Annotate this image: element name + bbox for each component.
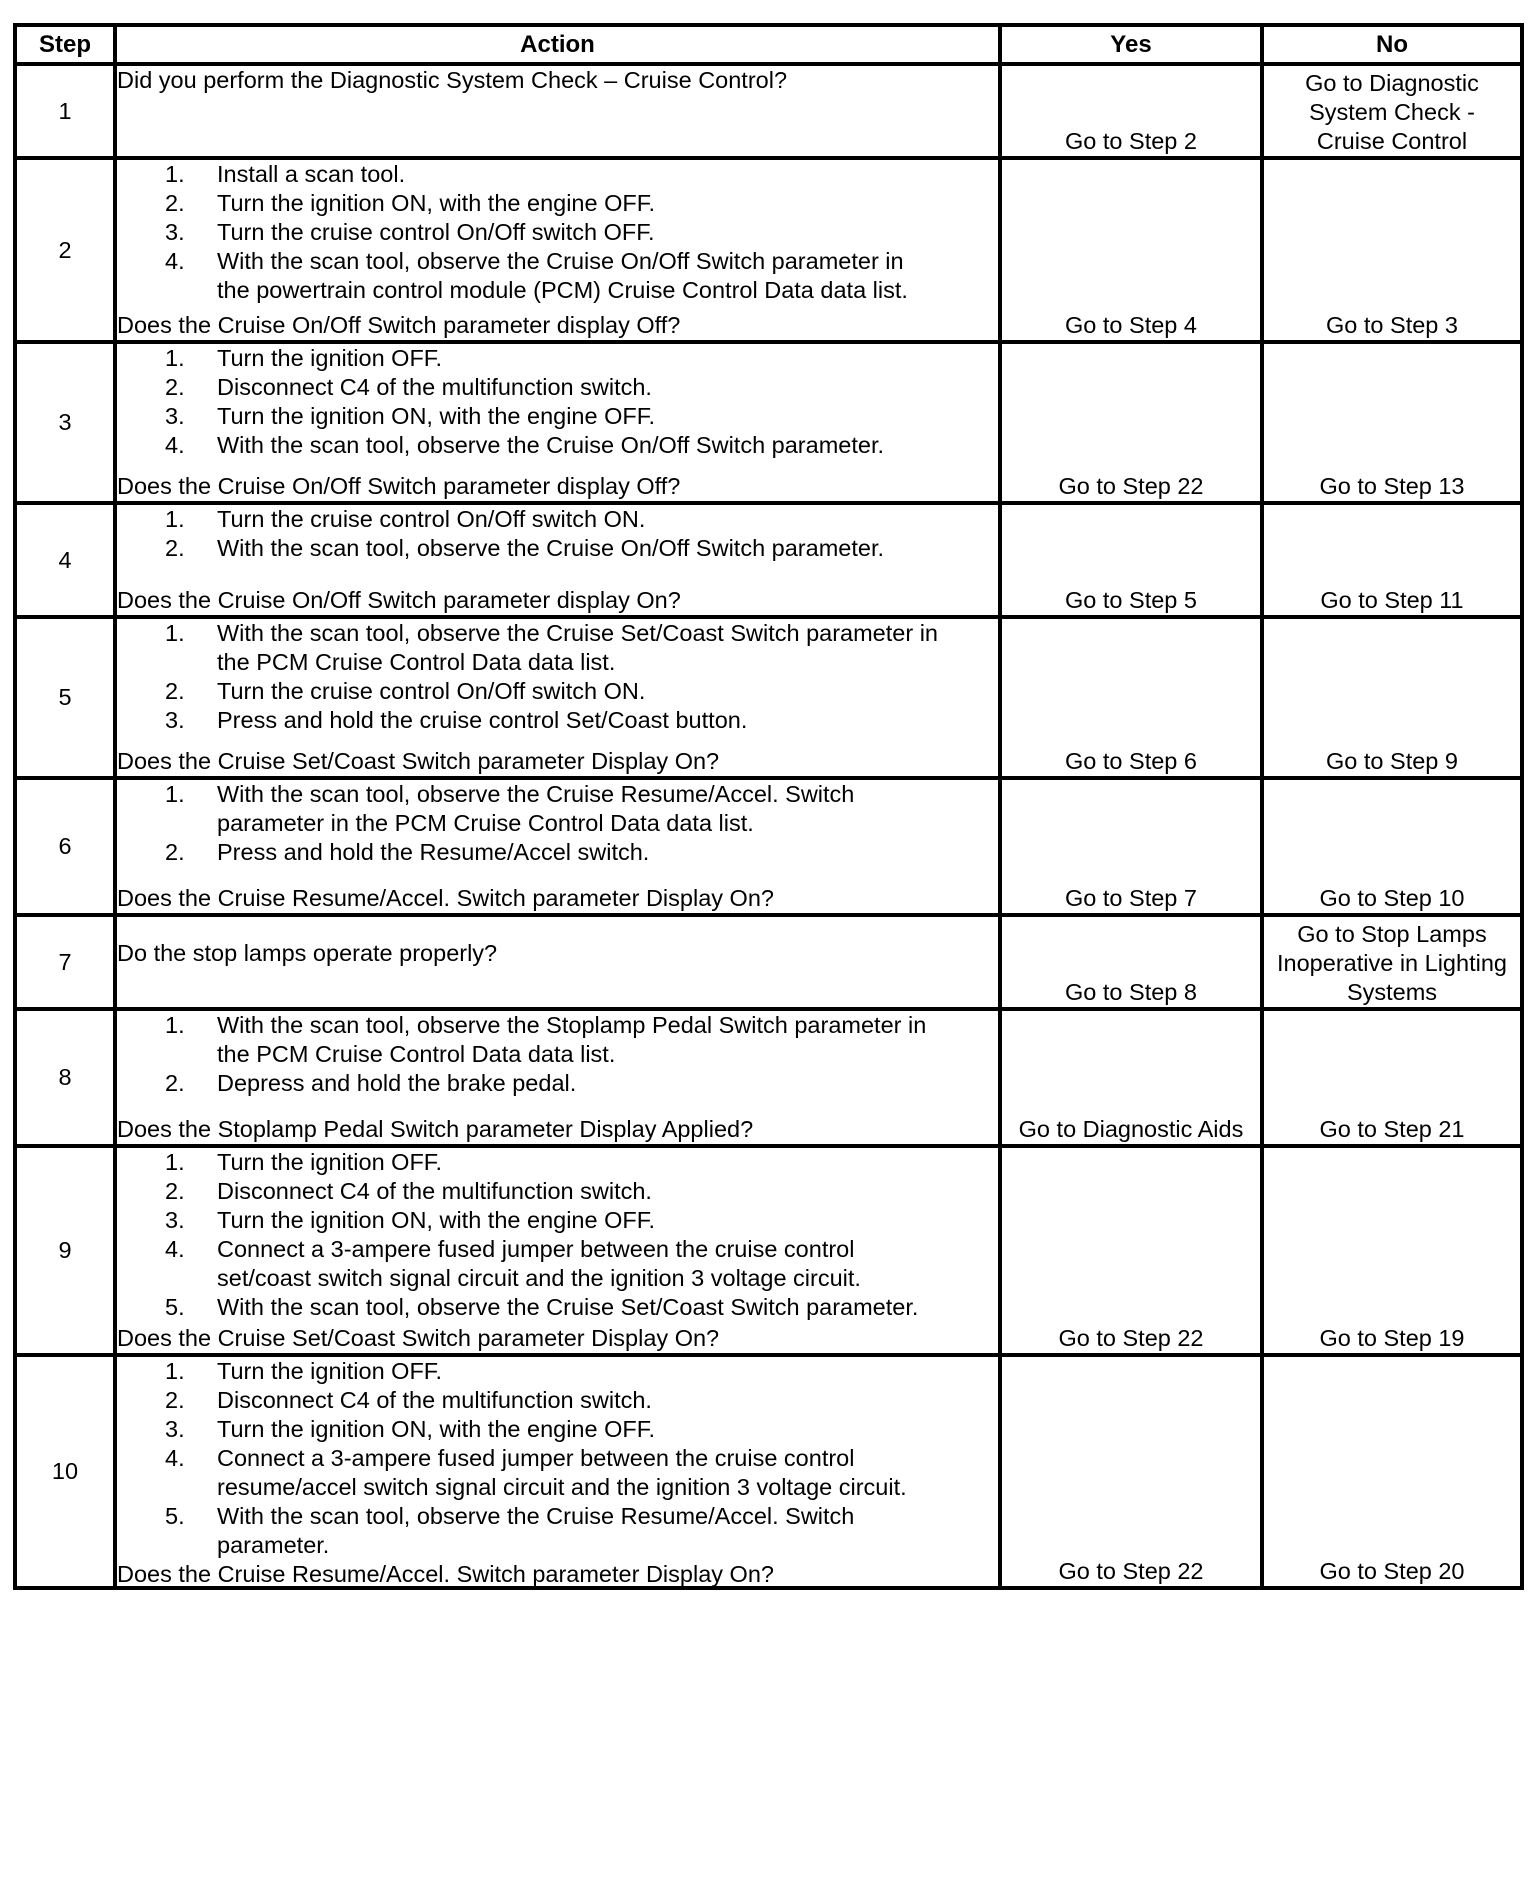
- instruction-item: [117, 1177, 998, 1206]
- no-result-line: Go to Step 21: [1319, 1116, 1465, 1142]
- instruction-text: Turn the ignition OFF.: [217, 1358, 443, 1384]
- action-question: Does the Cruise On/Off Switch parameter display On?: [117, 587, 681, 613]
- table-body: [15, 64, 1522, 1588]
- step-number: 8: [15, 1009, 115, 1146]
- no-result-line: Go to Step 11: [1320, 587, 1464, 613]
- instruction-text: With the scan tool, observe the Cruise On/Off Switch parameter.: [217, 535, 885, 561]
- instruction-text: With the scan tool, observe the Cruise On/Off Switch parameter in: [217, 248, 904, 274]
- no-result-line: System Check -: [1309, 99, 1475, 125]
- instruction-item: [117, 402, 998, 431]
- step-number: 10: [15, 1355, 115, 1588]
- instruction-number: 2.: [165, 1178, 185, 1204]
- instruction-text: Disconnect C4 of the multifunction switch.: [217, 374, 652, 400]
- instruction-text: With the scan tool, observe the Cruise Set/Coast Switch parameter in: [217, 620, 938, 646]
- table-row: [15, 64, 1522, 158]
- instruction-number: 1.: [165, 161, 185, 187]
- no-result: [1262, 342, 1522, 503]
- action-cell: [115, 503, 1000, 617]
- no-result: [1262, 1009, 1522, 1146]
- yes-result: Go to Step 7: [1000, 778, 1262, 915]
- instruction-item: [117, 1148, 998, 1177]
- no-result-line: Go to Diagnostic: [1305, 70, 1479, 96]
- no-result-line: Go to Step 10: [1319, 885, 1465, 911]
- instruction-item: [117, 677, 998, 706]
- no-result: [1262, 915, 1522, 1009]
- no-result-line: Go to Step 20: [1319, 1558, 1465, 1584]
- instruction-number: 2.: [165, 190, 185, 216]
- instruction-list: [117, 619, 998, 735]
- action-question: Does the Cruise Set/Coast Switch parameter Display On?: [117, 1325, 720, 1351]
- table-row: [15, 1009, 1522, 1146]
- instruction-item: [117, 619, 998, 677]
- header-yes: Yes: [1000, 25, 1262, 64]
- instruction-number: 4.: [165, 248, 185, 274]
- instruction-number: 5.: [165, 1503, 185, 1529]
- no-result-line: Go to Stop Lamps: [1297, 921, 1487, 947]
- instruction-item: [117, 505, 998, 534]
- header-action: Action: [115, 25, 1000, 64]
- header-step: Step: [15, 25, 115, 64]
- action-question: Does the Stoplamp Pedal Switch parameter Display Applied?: [117, 1116, 754, 1142]
- instruction-text: Depress and hold the brake pedal.: [217, 1070, 577, 1096]
- no-result: [1262, 617, 1522, 778]
- step-number: 5: [15, 617, 115, 778]
- table-row: [15, 1146, 1522, 1355]
- no-result-line: Cruise Control: [1316, 128, 1468, 154]
- step-number: 2: [15, 158, 115, 342]
- instruction-number: 1.: [165, 1358, 185, 1384]
- instruction-text: Disconnect C4 of the multifunction switch.: [217, 1178, 652, 1204]
- action-question: Does the Cruise Set/Coast Switch parameter Display On?: [117, 748, 720, 774]
- instruction-text: Turn the ignition ON, with the engine OFF.: [217, 190, 656, 216]
- instruction-item: [117, 189, 998, 218]
- yes-result: Go to Diagnostic Aids: [1000, 1009, 1262, 1146]
- no-result: [1262, 1355, 1522, 1588]
- action-cell: [115, 778, 1000, 915]
- instruction-text: With the scan tool, observe the Cruise Resume/Accel. Switch: [217, 781, 855, 807]
- instruction-number: 1.: [165, 620, 185, 646]
- instruction-text: Connect a 3-ampere fused jumper between the cruise control: [217, 1445, 855, 1471]
- instruction-number: 2.: [165, 1387, 185, 1413]
- instruction-item: [117, 431, 998, 460]
- action-cell: [115, 1355, 1000, 1588]
- step-number: 3: [15, 342, 115, 503]
- table-row: [15, 158, 1522, 342]
- instruction-item: [117, 838, 998, 867]
- table-row: [15, 778, 1522, 915]
- instruction-list: [117, 160, 998, 305]
- instruction-number: 1.: [165, 1149, 185, 1175]
- instruction-text: parameter in the PCM Cruise Control Data data list.: [217, 810, 754, 836]
- instruction-item: [117, 344, 998, 373]
- instruction-text: Turn the cruise control On/Off switch ON.: [217, 678, 646, 704]
- no-result-line: Go to Step 3: [1326, 312, 1458, 338]
- action-cell: [115, 915, 1000, 1009]
- yes-result: Go to Step 22: [1000, 1355, 1262, 1588]
- action-cell: [115, 158, 1000, 342]
- instruction-number: 1.: [165, 345, 185, 371]
- action-cell: [115, 64, 1000, 158]
- instruction-text: Turn the ignition ON, with the engine OFF.: [217, 1416, 656, 1442]
- diagnostic-table-wrapper: [13, 23, 1524, 1590]
- yes-result: Go to Step 5: [1000, 503, 1262, 617]
- instruction-text: Turn the ignition ON, with the engine OFF.: [217, 403, 656, 429]
- yes-result: Go to Step 4: [1000, 158, 1262, 342]
- instruction-text: Press and hold the cruise control Set/Coast button.: [217, 707, 748, 733]
- action-content: [117, 344, 998, 501]
- action-question: Did you perform the Diagnostic System Check – Cruise Control?: [117, 67, 788, 93]
- action-question: Does the Cruise On/Off Switch parameter display Off?: [117, 312, 681, 338]
- instruction-number: 3.: [165, 1207, 185, 1233]
- instruction-number: 3.: [165, 1416, 185, 1442]
- action-content: [117, 917, 998, 1007]
- instruction-list: [117, 505, 998, 563]
- instruction-text: With the scan tool, observe the Cruise On/Off Switch parameter.: [217, 432, 885, 458]
- instruction-item: [117, 373, 998, 402]
- table-row: [15, 503, 1522, 617]
- instruction-number: 2.: [165, 678, 185, 704]
- instruction-item: [117, 1386, 998, 1415]
- yes-result: Go to Step 6: [1000, 617, 1262, 778]
- instruction-list: [117, 780, 998, 867]
- action-question: Does the Cruise Resume/Accel. Switch parameter Display On?: [117, 1561, 774, 1587]
- instruction-text: Turn the ignition OFF.: [217, 345, 443, 371]
- instruction-number: 1.: [165, 781, 185, 807]
- instruction-item: [117, 1235, 998, 1293]
- no-result-line: Go to Step 13: [1319, 473, 1465, 499]
- action-cell: [115, 342, 1000, 503]
- instruction-number: 2.: [165, 535, 185, 561]
- step-number: 6: [15, 778, 115, 915]
- instruction-number: 2.: [165, 839, 185, 865]
- table-row: [15, 915, 1522, 1009]
- instruction-text: Press and hold the Resume/Accel switch.: [217, 839, 650, 865]
- action-content: [117, 619, 998, 776]
- instruction-number: 4.: [165, 432, 185, 458]
- instruction-number: 2.: [165, 374, 185, 400]
- instruction-text: the PCM Cruise Control Data data list.: [217, 1041, 616, 1067]
- table-row: [15, 1355, 1522, 1588]
- instruction-number: 4.: [165, 1236, 185, 1262]
- action-cell: [115, 1009, 1000, 1146]
- instruction-item: [117, 1415, 998, 1444]
- no-result-line: Systems: [1346, 979, 1438, 1005]
- instruction-text: Turn the ignition ON, with the engine OFF.: [217, 1207, 656, 1233]
- instruction-list: [117, 344, 998, 460]
- instruction-item: [117, 160, 998, 189]
- no-result: [1262, 778, 1522, 915]
- instruction-text: resume/accel switch signal circuit and the ignition 3 voltage circuit.: [217, 1474, 907, 1500]
- instruction-item: [117, 247, 998, 305]
- no-result: [1262, 64, 1522, 158]
- instruction-text: set/coast switch signal circuit and the ignition 3 voltage circuit.: [217, 1265, 861, 1291]
- table-header-row: [15, 25, 1522, 64]
- instruction-text: Turn the ignition OFF.: [217, 1149, 443, 1175]
- instruction-number: 3.: [165, 219, 185, 245]
- instruction-text: the PCM Cruise Control Data data list.: [217, 649, 616, 675]
- action-content: [117, 66, 998, 156]
- action-content: [117, 1011, 998, 1144]
- step-number: 1: [15, 64, 115, 158]
- no-result-line: Go to Step 19: [1319, 1325, 1465, 1351]
- action-question: Does the Cruise On/Off Switch parameter display Off?: [117, 473, 681, 499]
- step-number: 7: [15, 915, 115, 1009]
- instruction-text: With the scan tool, observe the Cruise Resume/Accel. Switch: [217, 1503, 855, 1529]
- yes-result: Go to Step 2: [1000, 64, 1262, 158]
- no-result-line: Go to Step 9: [1326, 748, 1458, 774]
- instruction-item: [117, 1206, 998, 1235]
- action-content: [117, 1148, 998, 1353]
- instruction-item: [117, 780, 998, 838]
- instruction-number: 2.: [165, 1070, 185, 1096]
- header-no: No: [1262, 25, 1522, 64]
- instruction-item: [117, 1502, 998, 1560]
- instruction-item: [117, 1444, 998, 1502]
- action-cell: [115, 1146, 1000, 1355]
- instruction-text: parameter.: [217, 1532, 330, 1558]
- instruction-text: Install a scan tool.: [217, 161, 406, 187]
- instruction-text: With the scan tool, observe the Cruise Set/Coast Switch parameter.: [217, 1294, 919, 1320]
- action-content: [117, 1357, 998, 1586]
- step-number: 4: [15, 503, 115, 617]
- action-cell: [115, 617, 1000, 778]
- instruction-text: Disconnect C4 of the multifunction switch.: [217, 1387, 652, 1413]
- instruction-item: [117, 706, 998, 735]
- instruction-item: [117, 1011, 998, 1069]
- instruction-text: Connect a 3-ampere fused jumper between the cruise control: [217, 1236, 855, 1262]
- instruction-list: [117, 1357, 998, 1560]
- instruction-item: [117, 218, 998, 247]
- instruction-item: [117, 1357, 998, 1386]
- instruction-item: [117, 1069, 998, 1098]
- action-content: [117, 160, 998, 340]
- instruction-list: [117, 1011, 998, 1098]
- no-result: [1262, 503, 1522, 617]
- instruction-item: [117, 534, 998, 563]
- instruction-number: 1.: [165, 1012, 185, 1038]
- diagnostic-table: [13, 23, 1524, 1590]
- no-result: [1262, 1146, 1522, 1355]
- instruction-list: [117, 1148, 998, 1322]
- instruction-number: 3.: [165, 403, 185, 429]
- action-question: Do the stop lamps operate properly?: [117, 940, 498, 966]
- table-row: [15, 342, 1522, 503]
- instruction-number: 5.: [165, 1294, 185, 1320]
- table-row: [15, 617, 1522, 778]
- instruction-number: 4.: [165, 1445, 185, 1471]
- instruction-number: 1.: [165, 506, 185, 532]
- yes-result: Go to Step 22: [1000, 1146, 1262, 1355]
- instruction-text: Turn the cruise control On/Off switch ON.: [217, 506, 646, 532]
- instruction-item: [117, 1293, 998, 1322]
- instruction-text: With the scan tool, observe the Stoplamp Pedal Switch parameter in: [217, 1012, 927, 1038]
- no-result-line: Inoperative in Lighting: [1277, 950, 1507, 976]
- no-result: [1262, 158, 1522, 342]
- yes-result: Go to Step 22: [1000, 342, 1262, 503]
- action-content: [117, 505, 998, 615]
- instruction-number: 3.: [165, 707, 185, 733]
- step-number: 9: [15, 1146, 115, 1355]
- action-content: [117, 780, 998, 913]
- instruction-text: the powertrain control module (PCM) Cruise Control Data data list.: [217, 277, 908, 303]
- yes-result: Go to Step 8: [1000, 915, 1262, 1009]
- instruction-text: Turn the cruise control On/Off switch OFF.: [217, 219, 655, 245]
- action-question: Does the Cruise Resume/Accel. Switch parameter Display On?: [117, 885, 774, 911]
